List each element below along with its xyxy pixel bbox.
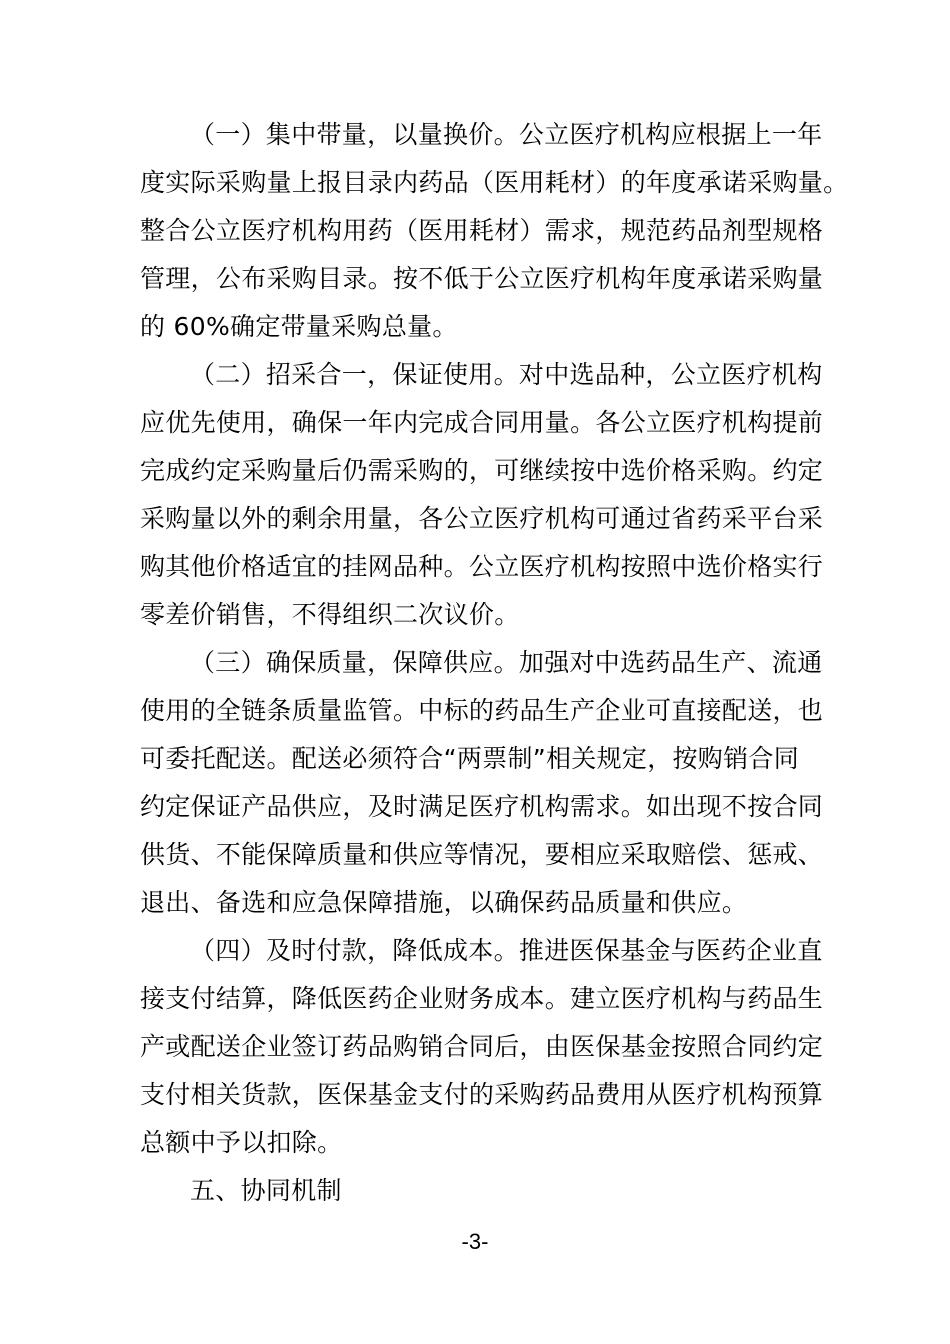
paragraph-1-line-1: （一）集中带量，以量换价。公立医疗机构应根据上一年 <box>190 120 823 149</box>
paragraph-2-line-4: 采购量以外的剩余用量，各公立医疗机构可通过省药采平台采 <box>140 504 824 533</box>
paragraph-4-line-4: 支付相关货款，医保基金支付的采购药品费用从医疗机构预算 <box>140 1080 824 1109</box>
paragraph-2-line-3: 完成约定采购量后仍需采购的，可继续按中选价格采购。约定 <box>140 456 824 485</box>
paragraph-2-line-6: 零差价销售，不得组织二次议价。 <box>140 600 520 629</box>
paragraph-2-line-1: （二）招采合一，保证使用。对中选品种，公立医疗机构 <box>190 360 823 389</box>
paragraph-1-line-2: 度实际采购量上报目录内药品（医用耗材）的年度承诺采购量。 <box>140 168 849 197</box>
paragraph-4-line-3: 产或配送企业签订药品购销合同后，由医保基金按照合同约定 <box>140 1032 824 1061</box>
paragraph-4-line-1: （四）及时付款，降低成本。推进医保基金与医药企业直 <box>190 936 823 965</box>
paragraph-2-line-5: 购其他价格适宜的挂网品种。公立医疗机构按照中选价格实行 <box>140 552 824 581</box>
paragraph-2-line-2: 应优先使用，确保一年内完成合同用量。各公立医疗机构提前 <box>140 408 824 437</box>
paragraph-1-line-3: 整合公立医疗机构用药（医用耗材）需求，规范药品剂型规格 <box>140 216 824 245</box>
paragraph-3-line-2: 使用的全链条质量监管。中标的药品生产企业可直接配送，也 <box>140 696 824 725</box>
paragraph-4-line-5: 总额中予以扣除。 <box>140 1128 343 1157</box>
paragraph-1-line-5: 的 60%确定带量采购总量。 <box>140 312 458 341</box>
page-number: -3- <box>461 1229 489 1254</box>
section-heading: 五、协同机制 <box>190 1176 342 1205</box>
paragraph-3-line-4: 约定保证产品供应，及时满足医疗机构需求。如出现不按合同 <box>140 792 824 821</box>
paragraph-3-line-5: 供货、不能保障质量和供应等情况，要相应采取赔偿、惩戒、 <box>140 840 824 869</box>
paragraph-3-line-6: 退出、备选和应急保障措施，以确保药品质量和供应。 <box>140 888 748 917</box>
paragraph-1-line-4: 管理，公布采购目录。按不低于公立医疗机构年度承诺采购量 <box>140 264 824 293</box>
paragraph-3-line-1: （三）确保质量，保障供应。加强对中选药品生产、流通 <box>190 648 823 677</box>
paragraph-4-line-2: 接支付结算，降低医药企业财务成本。建立医疗机构与药品生 <box>140 984 824 1013</box>
paragraph-3-line-3: 可委托配送。配送必须符合“两票制”相关规定，按购销合同 <box>140 744 800 773</box>
